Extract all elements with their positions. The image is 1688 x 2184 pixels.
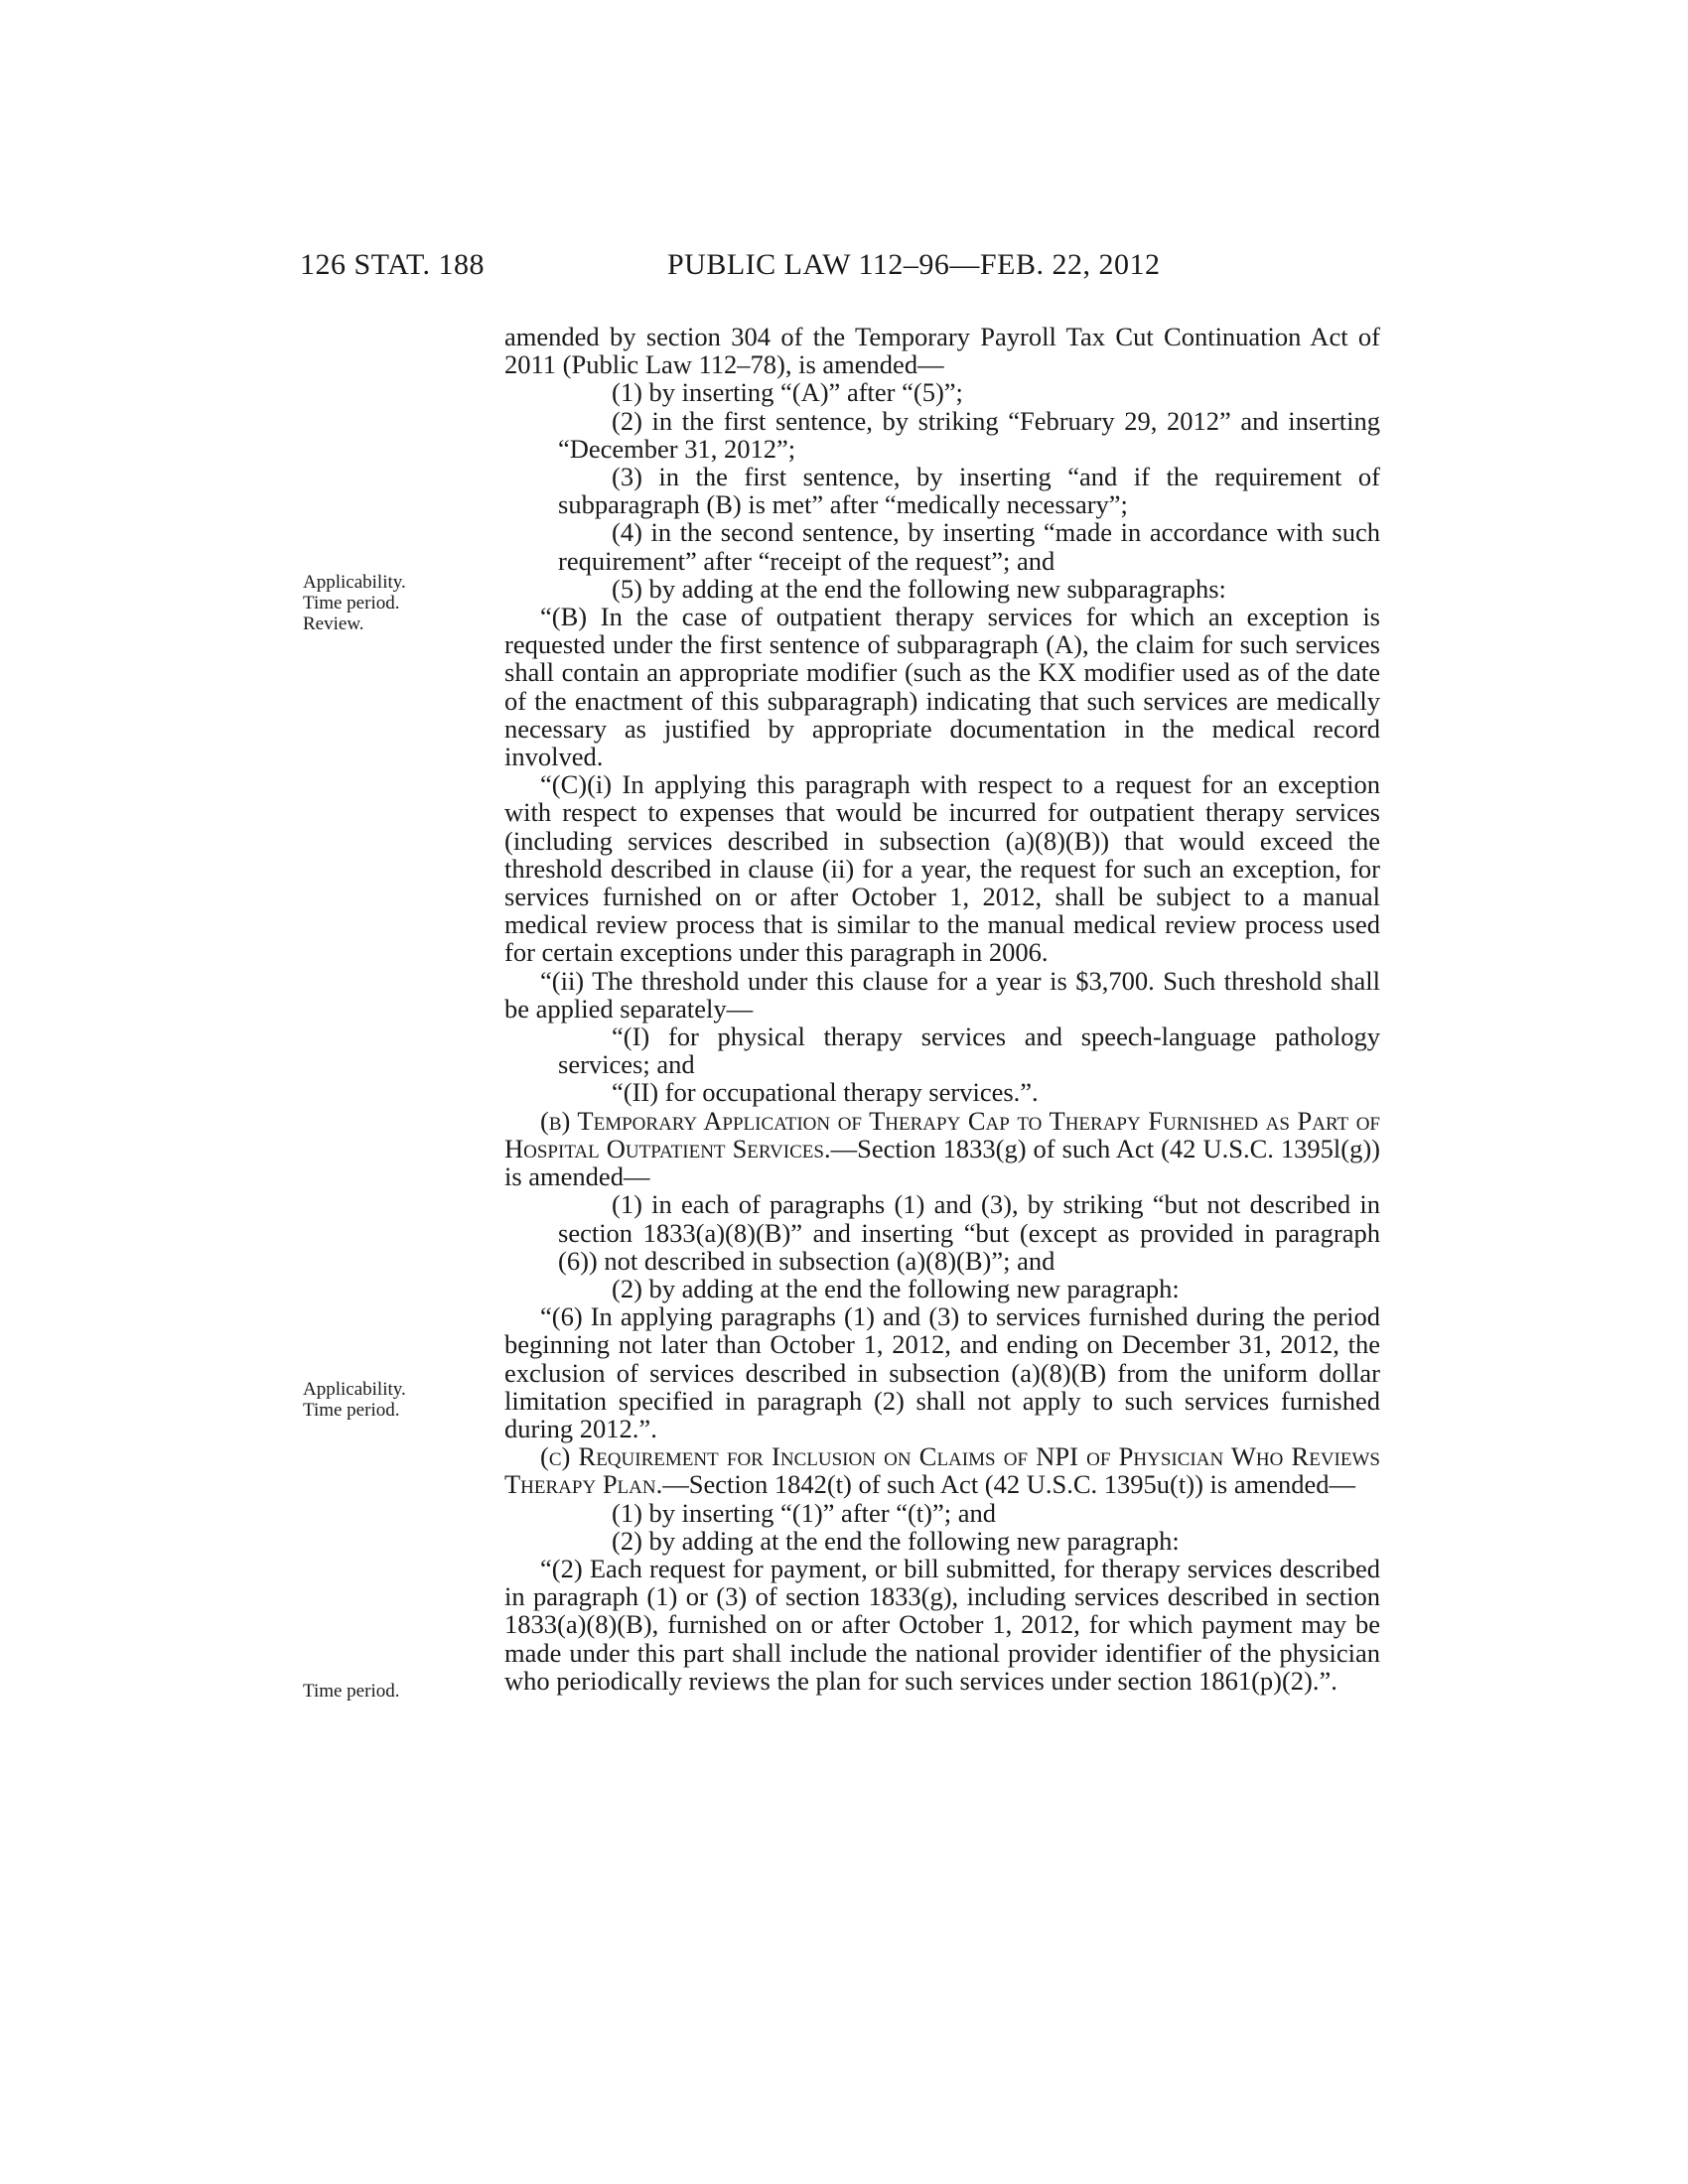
section-c-text: —Section 1842(t) of such Act (42 U.S.C. 1395u(t)) is amended—: [662, 1469, 1355, 1500]
statute-reference: 126 STAT. 188: [300, 248, 486, 281]
paragraph-amendment-2: (2) in the first sentence, by striking “February 29, 2012” and inserting “December 31, 2012”;: [558, 405, 1380, 464]
paragraph-section-b-1: (1) in each of paragraphs (1) and (3), by striking “but not described in section 1833(a)(8)(B)” and inserting “but (except as provided in paragraph (6)) not described in subsection (a)(8)(B)”; and: [558, 1189, 1380, 1276]
paragraph-section-c-1: (1) by inserting “(1)” after “(t)”; and: [612, 1497, 997, 1528]
paragraph-section-b-2: (2) by adding at the end the following new paragraph:: [612, 1273, 1180, 1303]
paragraph-amendment-3: (3) in the first sentence, by inserting “and if the requirement of subparagraph (B) is met” after “medically necessary”;: [558, 462, 1380, 520]
paragraph-section-c: [504, 1442, 1380, 1498]
margin-note-line: Time period.: [303, 593, 400, 614]
section-b-text: —Section 1833(g) of such Act (42 U.S.C. 1395l(g)) is amended—: [504, 1133, 1380, 1192]
paragraph-amendment-4: (4) in the second sentence, by inserting “made in accordance with such requirement” after “receipt of the request”; and: [558, 517, 1380, 576]
paragraph-amendment-1: (1) by inserting “(A)” after “(5)”;: [612, 377, 963, 408]
margin-note-time-period: [303, 1681, 399, 1702]
margin-note-line: Time period.: [303, 1681, 400, 1702]
paragraph-section-b: [504, 1107, 1380, 1191]
margin-note-applicability-review: [303, 572, 406, 634]
section-c-heading: (c) Requirement for Inclusion on Claims of NPI of Physician Who Reviews Therapy Plan.: [504, 1441, 1380, 1500]
paragraph-amendment-5: (5) by adding at the end the following new subparagraphs:: [612, 573, 1226, 604]
margin-note-line: Applicability.: [303, 1379, 406, 1400]
paragraph-section-c-2: (2) by adding at the end the following new paragraph:: [612, 1525, 1180, 1556]
paragraph-subparagraph-b: “(B) In the case of outpatient therapy services for which an exception is requested under the first sentence of subparagraph (A), the claim for such services shall contain an appropriate modifier (such as the KX modifier used as of the date of the enactment of this subparagraph) indicating that such services are medically necessary as justified by appropriate documentation in the medical record involved.: [504, 602, 1380, 772]
paragraph-clause-ii: “(ii) The threshold under this clause for a year is $3,700. Such threshold shall be applied separately—: [504, 965, 1380, 1024]
margin-note-line: Applicability.: [303, 572, 406, 593]
margin-note-line: Review.: [303, 614, 364, 634]
paragraph-subparagraph-c-i: “(C)(i) In applying this paragraph with respect to a request for an exception with respect to expenses that would be incurred for outpatient therapy services (including services described in subsection (a)(8)(B)) that would exceed the threshold described in clause (ii) for a year, the request for such an exception, for services furnished on or after October 1, 2012, shall be subject to a manual medical review process that is similar to the manual medical review process used for certain exceptions under this paragraph in 2006.: [504, 769, 1380, 968]
statute-body: [504, 323, 1380, 1695]
paragraph-new-paragraph-6: “(6) In applying paragraphs (1) and (3) to services furnished during the period beginning not later than October 1, 2012, and ending on December 31, 2012, the exclusion of services described in subsection (a)(8)(B) from the uniform dollar limitation specified in paragraph (2) shall not apply to such services furnished during 2012.”.: [504, 1301, 1380, 1443]
margin-note-line: Time period.: [303, 1400, 400, 1421]
section-b-heading: (b) Temporary Application of Therapy Cap to Therapy Furnished as Part of Hospital Outpatient Services.: [504, 1105, 1380, 1163]
paragraph-new-paragraph-2: “(2) Each request for payment, or bill submitted, for therapy services described in paragraph (1) or (3) of section 1833(g), including services described in section 1833(a)(8)(B), furnished on or after October 1, 2012, for which payment may be made under this part shall include the national provider identifier of the physician who periodically reviews the plan for such services under section 1861(p)(2).”.: [504, 1553, 1380, 1696]
paragraph-intro: amended by section 304 of the Temporary Payroll Tax Cut Continuation Act of 2011 (Public Law 112–78), is amended—: [504, 322, 1380, 380]
page-header: [300, 248, 1372, 288]
paragraph-subclause-ii: “(II) for occupational therapy services.”.: [612, 1077, 1039, 1108]
public-law-title: PUBLIC LAW 112–96—FEB. 22, 2012: [667, 248, 1161, 281]
paragraph-subclause-i: “(I) for physical therapy services and speech-language pathology services; and: [558, 1022, 1380, 1080]
margin-note-applicability: [303, 1379, 406, 1421]
